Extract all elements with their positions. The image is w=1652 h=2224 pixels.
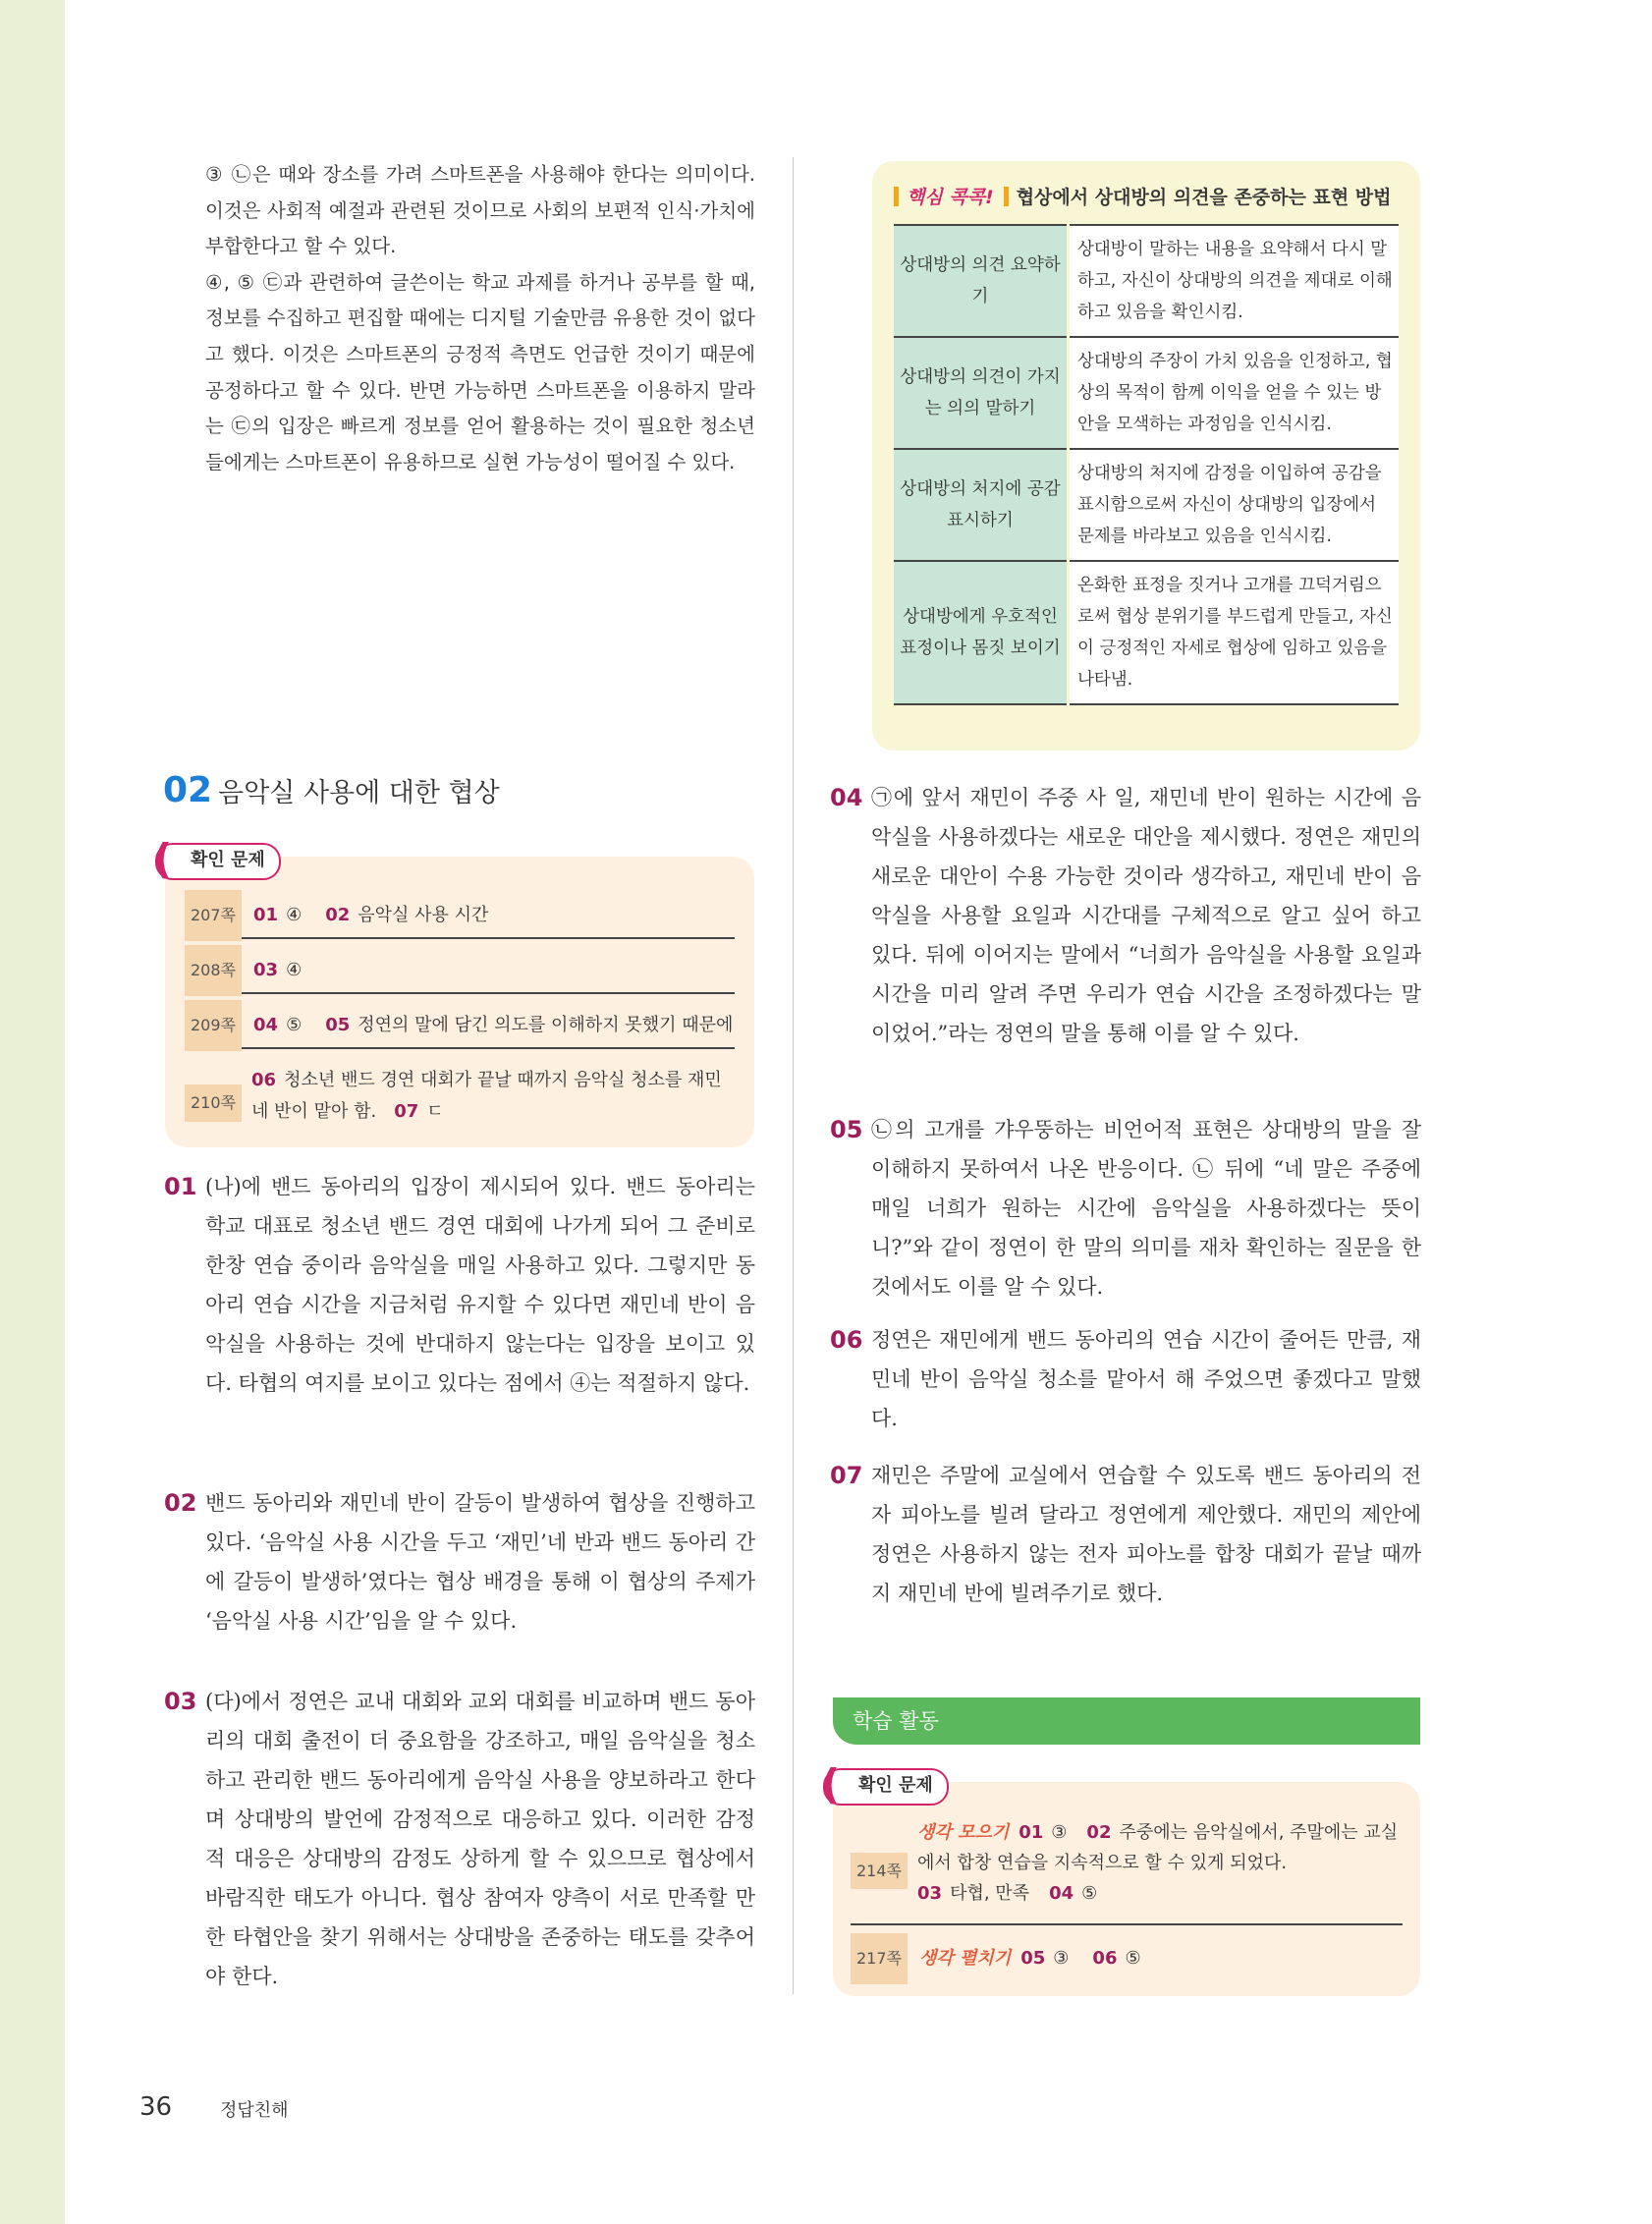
bar-icon: [1004, 187, 1009, 206]
check-problem-tab: [821, 1760, 949, 1808]
table-row: [894, 225, 1399, 337]
answer-number: 04: [1049, 1883, 1074, 1904]
item-text: (나)에 밴드 동아리의 입장이 제시되어 있다. 밴드 동아리는 학교 대표로 청소년 밴드 경연 대회에 나가게 되어 그 준비로 한창 연습 중이라 음악실을 매일 사용하고 있다. 그렇지만 동아리 연습 시간을 지금처럼 유지할 수 있다면 재민네 반이 음악실을 사용하는 것에 반대하지 않는다는 입장을 보이고 있다. 타협의 여지를 보이고 있다는 점에서 ④는 적절하지 않다.: [205, 1175, 755, 1395]
bar-icon: [894, 187, 899, 206]
section-title-text: 음악실 사용에 대한 협상: [218, 778, 500, 808]
activity-tag: 생각 모으기: [917, 1822, 1010, 1843]
explanation-item: [830, 1320, 1421, 1438]
table-cell-label: 상대방에게 우호적인 표정이나 몸짓 보이기: [894, 561, 1069, 704]
learning-activity-bar: 학습 활동: [833, 1697, 1420, 1745]
answer-value: ⑤: [1081, 1883, 1098, 1904]
key-point-box: [872, 161, 1420, 751]
item-number: 02: [164, 1489, 197, 1517]
key-point-table: [894, 224, 1399, 705]
explanation-item: [164, 1167, 755, 1403]
answer-value: 타협, 만족: [950, 1883, 1030, 1904]
table-cell-label: 상대방의 의견이 가지는 의의 말하기: [894, 337, 1069, 449]
answer-row: [185, 890, 735, 939]
item-number: 03: [164, 1688, 197, 1715]
page-ref: 214쪽: [851, 1853, 908, 1889]
column-divider: [793, 157, 794, 1994]
section-title: [163, 770, 500, 810]
bracket-icon: (: [153, 835, 173, 883]
answer-number: 07: [394, 1101, 419, 1122]
page-ref: 208쪽: [185, 945, 242, 996]
item-text: 밴드 동아리와 재민네 반이 갈등이 발생하여 협상을 진행하고 있다. ‘음악실 사용 시간을 두고 ‘재민’네 반과 밴드 동아리 간에 갈등이 발생하’였다는 협상 배경을 통해 이 협상의 주제가 ‘음악실 사용 시간’임을 알 수 있다.: [205, 1491, 755, 1633]
table-cell-label: 상대방의 처지에 공감 표시하기: [894, 449, 1069, 561]
table-row: [894, 561, 1399, 704]
answer-row: [185, 1000, 735, 1049]
answer-number: 06: [1092, 1948, 1118, 1969]
page-number: 36: [139, 2092, 173, 2122]
check-problem-label: 확인 문제: [858, 1775, 933, 1796]
answer-value: ③: [1053, 1948, 1070, 1969]
explanation-item: [830, 1456, 1421, 1613]
answer-number: 02: [325, 905, 351, 925]
table-row: [894, 449, 1399, 561]
check-problem-box: [153, 835, 754, 1147]
page-ref: 217쪽: [851, 1933, 908, 1984]
answer-row: [185, 1065, 735, 1128]
table-cell-desc: 상대방의 주장이 가치 있음을 인정하고, 협상의 목적이 함께 이익을 얻을 수 있는 방안을 모색하는 과정임을 인식시킴.: [1069, 337, 1400, 449]
item-text: 정연은 재민에게 밴드 동아리의 연습 시간이 줄어든 만큼, 재민네 반이 음악실 청소를 맡아서 해 주었으면 좋겠다고 말했다.: [871, 1328, 1421, 1430]
answer-row: [851, 1933, 1403, 1978]
answer-row: [851, 1817, 1403, 1925]
item-text: 재민은 주말에 교실에서 연습할 수 있도록 밴드 동아리의 전자 피아노를 빌려 달라고 정연에게 제안했다. 재민의 제안에 정연은 사용하지 않는 전자 피아노를 합창 대회가 끝날 때까지 재민네 반에 빌려주기로 했다.: [871, 1464, 1421, 1605]
answer-value: 청소년 밴드 경연 대회가 끝날 때까지 음악실 청소를 재민네 반이 맡아 함.: [251, 1070, 722, 1122]
explanation-item: [164, 1682, 755, 1996]
answer-value: 음악실 사용 시간: [358, 905, 489, 925]
table-cell-label: 상대방의 의견 요약하기: [894, 225, 1069, 337]
answer-value: 정연의 말에 담긴 의도를 이해하지 못했기 때문에: [358, 1015, 734, 1035]
answer-value: ㄷ: [426, 1101, 444, 1122]
item-number: 04: [830, 784, 863, 811]
explanation-item: [830, 778, 1421, 1053]
answer-value: 주중에는 음악실에서, 주말에는 교실에서 합창 연습을 지속적으로 할 수 있게 되었다.: [917, 1822, 1399, 1873]
answer-number: 02: [1086, 1822, 1112, 1843]
item-number: 05: [830, 1116, 863, 1143]
side-stripe: [0, 0, 65, 2224]
answer-value: ⑤: [1125, 1948, 1141, 1969]
bracket-icon: (: [821, 1760, 841, 1808]
page-ref: 210쪽: [185, 1084, 242, 1122]
answer-value: ③: [1051, 1822, 1068, 1843]
table-cell-desc: 온화한 표정을 짓거나 고개를 끄덕거림으로써 협상 분위기를 부드럽게 만들고, 자신이 긍정적인 자세로 협상에 임하고 있음을 나타냄.: [1069, 561, 1400, 704]
left-top-text: [205, 157, 755, 480]
item-text: ㉠에 앞서 재민이 주중 사 일, 재민네 반이 원하는 시간에 음악실을 사용하겠다는 새로운 대안을 제시했다. 정연은 재민의 새로운 대안이 수용 가능한 것이라 생각하고, 재민네 반이 음악실을 사용할 요일과 시간대를 구체적으로 알고 싶어 하고 있다. 뒤에 이어지는 말에서 “너희가 음악실을 사용할 요일과 시간을 미리 알려 주면 우리가 연습 시간을 조정하겠다는 말이었어.”라는 정연의 말을 통해 이를 알 수 있다.: [871, 786, 1421, 1045]
page-ref: 207쪽: [185, 890, 242, 941]
item-text: ㉡의 고개를 갸우뚱하는 비언어적 표현은 상대방의 말을 잘 이해하지 못하여서 나온 반응이다. ㉡ 뒤에 “네 말은 주중에 매일 너희가 원하는 시간에 음악실을 사용하겠다는 뜻이니?”와 같이 정연이 한 말의 의미를 재차 확인하는 질문을 한 것에서도 이를 알 수 있다.: [871, 1118, 1421, 1299]
answer-row: [185, 945, 735, 994]
explanation-item: [830, 1110, 1421, 1307]
key-point-title: 협상에서 상대방의 의견을 존중하는 표현 방법: [1016, 187, 1392, 208]
paragraph: ④, ⑤ ㉢과 관련하여 글쓴이는 학교 과제를 하거나 공부를 할 때, 정보를 수집하고 편집할 때에는 디지털 기술만큼 유용한 것이 없다고 했다. 이것은 스마트폰의 긍정적 측면도 언급한 것이기 때문에 공정하다고 할 수 있다. 반면 가능하면 스마트폰을 이용하지 말라는 ㉢의 입장은 빠르게 정보를 얻어 활용하는 것이 필요한 청소년들에게는 스마트폰이 유용하므로 실현 가능성이 떨어질 수 있다.: [205, 270, 755, 473]
check-problem-box: [821, 1760, 1420, 1996]
item-number: 01: [164, 1173, 197, 1200]
answer-value: ④: [286, 905, 303, 925]
paragraph: ③ ㉡은 때와 장소를 가려 스마트폰을 사용해야 한다는 의미이다. 이것은 사회적 예절과 관련된 것이므로 사회의 보편적 인식·가치에 부합한다고 할 수 있다.: [205, 163, 755, 258]
answer-number: 03: [253, 960, 279, 980]
footer-label: 정답친해: [220, 2100, 289, 2121]
answer-number: 05: [1020, 1948, 1046, 1969]
answer-number: 01: [1019, 1822, 1044, 1843]
key-point-header: [894, 183, 1392, 209]
table-cell-desc: 상대방의 처지에 감정을 이입하여 공감을 표시함으로써 자신이 상대방의 입장에서 문제를 바라보고 있음을 인식시킴.: [1069, 449, 1400, 561]
answer-value: ⑤: [286, 1015, 303, 1035]
explanation-item: [164, 1483, 755, 1640]
page-ref: 209쪽: [185, 1000, 242, 1051]
activity-tag: 생각 펼치기: [919, 1948, 1012, 1969]
key-point-label: 핵심 콕콕!: [907, 187, 994, 208]
answer-number: 05: [325, 1015, 351, 1035]
answer-number: 04: [253, 1015, 279, 1035]
section-number: 02: [163, 770, 213, 810]
answer-number: 03: [917, 1883, 943, 1904]
answer-value: ④: [286, 960, 303, 980]
answer-number: 01: [253, 905, 279, 925]
check-problem-label: 확인 문제: [191, 850, 265, 870]
item-text: (다)에서 정연은 교내 대회와 교외 대회를 비교하며 밴드 동아리의 대회 출전이 더 중요함을 강조하고, 매일 음악실을 청소하고 관리한 밴드 동아리에게 음악실 사용을 양보하라고 한다며 상대방의 발언에 감정적으로 대응하고 있다. 이러한 감정적 대응은 상대방의 감정도 상하게 할 수 있으므로 협상에서 바람직한 태도가 아니다. 협상 참여자 양측이 서로 만족할 만한 타협안을 찾기 위해서는 상대방을 존중하는 태도를 갖추어야 한다.: [205, 1690, 755, 1988]
item-number: 07: [830, 1462, 863, 1489]
check-problem-tab: [153, 835, 281, 883]
answer-number: 06: [251, 1070, 277, 1090]
table-row: [894, 337, 1399, 449]
item-number: 06: [830, 1326, 863, 1354]
table-cell-desc: 상대방이 말하는 내용을 요약해서 다시 말하고, 자신이 상대방의 의견을 제대로 이해하고 있음을 확인시킴.: [1069, 225, 1400, 337]
